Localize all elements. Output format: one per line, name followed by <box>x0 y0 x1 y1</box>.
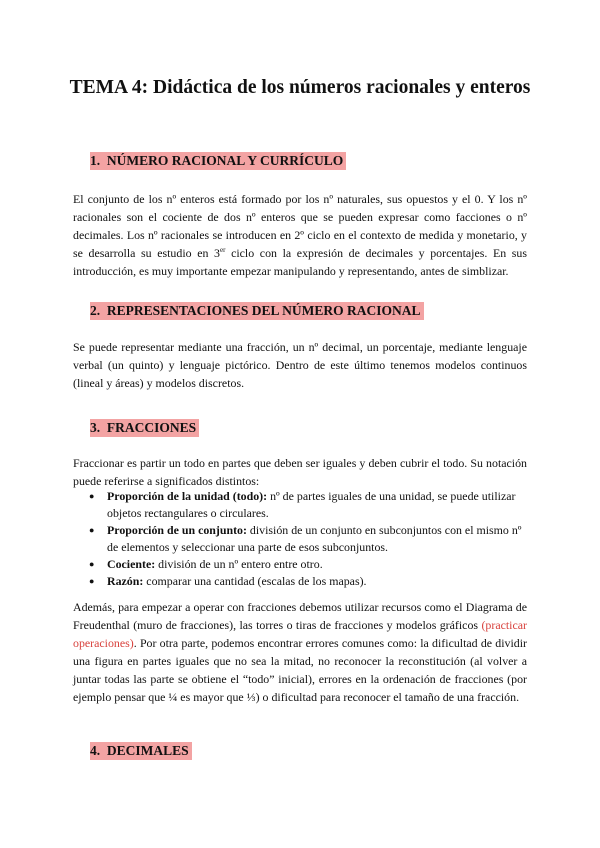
list-item <box>73 556 527 573</box>
section-3-closing <box>73 598 527 706</box>
section-2-title: REPRESENTACIONES DEL NÚMERO RACIONAL <box>106 303 421 318</box>
bullet-term: Cociente: <box>107 557 156 571</box>
list-item <box>73 573 527 590</box>
bullet-text: división de un nº entero entre otro. <box>155 557 323 571</box>
section-1-paragraph <box>73 190 527 280</box>
document-title: TEMA 4: Didáctica de los números racionales y enteros <box>69 77 531 98</box>
section-3-closing-a: Además, para empezar a operar con fracciones debemos utilizar recursos como el Diagrama de Freudenthal (muro de fracciones), las torres o tiras de fracciones y modelos gráficos <box>73 600 527 632</box>
section-4-heading <box>90 742 192 759</box>
section-3-title: FRACCIONES <box>106 420 197 435</box>
section-2-paragraph: Se puede representar mediante una fracción, un nº decimal, un porcentaje, mediante lenguaje verbal (un quinto) y lenguaje pictórico. Dentro de este último tenemos modelos continuos (lineal y áreas) y modelos discretos. <box>73 340 527 390</box>
bullet-term: Proporción de la unidad (todo): <box>107 489 268 503</box>
section-1-title: NÚMERO RACIONAL Y CURRÍCULO <box>106 153 344 168</box>
practice-operations-link[interactable]: (practicar operaciones) <box>73 618 527 650</box>
bullet-term: Proporción de un conjunto: <box>107 523 247 537</box>
section-1-number: 1. <box>90 153 101 168</box>
list-item <box>73 488 527 522</box>
bullet-text: división de un conjunto en subconjuntos con el mismo nº de elementos y seleccionar una parte de esos subconjuntos. <box>107 523 522 554</box>
section-3-intro: Fraccionar es partir un todo en partes que deben ser iguales y deben cubrir el todo. Su notación puede referirse a significados distintos: <box>73 456 527 488</box>
bullet-text: nº de partes iguales de una unidad, se puede utilizar objetos rectangulares o circulares. <box>107 489 516 520</box>
section-4-title: DECIMALES <box>106 743 189 758</box>
section-1-sup: er <box>220 246 226 255</box>
section-1-text-a: El conjunto de los nº enteros está formado por los nº naturales, sus opuestos y el 0. Y los nº racionales son el cociente de dos nº enteros que se pueden expresar como facciones o nº decimales. Los nº racionales se introducen en 2º ciclo en el contexto de medida y monetario, y se desarrolla su estudio en 3 <box>73 192 527 260</box>
section-2-heading <box>90 302 424 319</box>
section-1-heading <box>90 152 346 169</box>
section-3-heading <box>90 419 199 436</box>
section-3-closing-b: . Por otra parte, podemos encontrar errores comunes como: la dificultad de dividir una figura en partes iguales que no sea la mitad, no reconocer la reconstitución (al volver a juntar todas las parte se obtiene el “todo” inicial), errores en la ordenación de fracciones (por ejemplo pensar que ¼ es mayor que ⅓) o dificultad para reconocer el tamaño de una fracción. <box>73 636 527 704</box>
bullet-text: comparar una cantidad (escalas de los mapas). <box>143 574 367 588</box>
bullet-term: Razón: <box>107 574 144 588</box>
section-2-number: 2. <box>90 303 101 318</box>
section-3-bullet-list <box>73 488 527 590</box>
list-item <box>73 522 527 556</box>
section-4-number: 4. <box>90 743 101 758</box>
section-3-number: 3. <box>90 420 101 435</box>
section-1-text-b: ciclo con la expresión de decimales y porcentajes. En sus introducción, es muy importante empezar manipulando y representando, antes de simblizar. <box>73 246 527 278</box>
